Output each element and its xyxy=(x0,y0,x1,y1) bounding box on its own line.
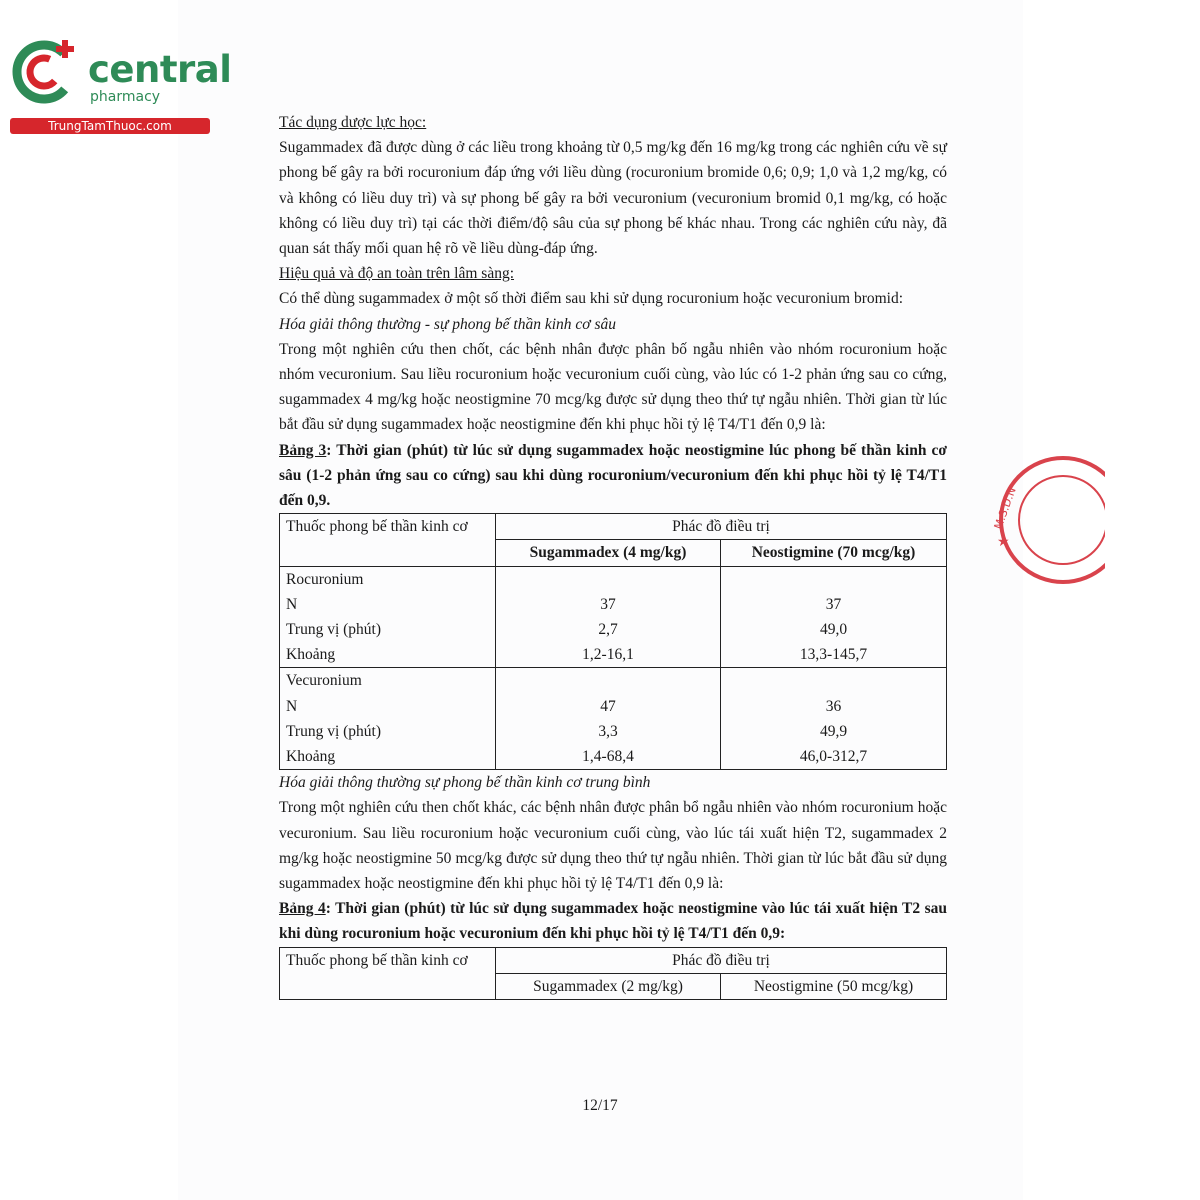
paragraph: Trong một nghiên cứu then chốt, các bệnh nhân được phân bố ngẫu nhiên vào nhóm rocuronium hoặc nhóm vecuronium. Sau liều rocuronium hoặc vecuronium cuối cùng, vào lúc có 1-2 phản ứng sau co cứng, sugammadex 4 mg/kg hoặc neostigmine 70 mcg/kg được sử dụng theo thứ tự ngẫu nhiên. Thời gian từ lúc bắt đầu sử dụng sugammadex hoặc neostigmine đến khi phục hồi tỷ lệ T4/T1 đến 0,9 là: xyxy=(279,340,947,434)
row-label: Trung vị (phút) xyxy=(286,722,382,740)
row-label: Khoảng xyxy=(286,646,336,664)
table4-caption xyxy=(279,896,947,946)
cell-value: 49,0 xyxy=(819,621,848,639)
table3-header-neostigmine: Neostigmine (70 mcg/kg) xyxy=(721,540,947,566)
table3-neostigmine-rocuronium xyxy=(721,566,947,668)
row-label: N xyxy=(286,595,298,613)
document-body xyxy=(279,110,947,1000)
cell-value: 3,3 xyxy=(598,722,618,740)
cell-value: 13,3-145,7 xyxy=(799,646,868,664)
section-heading-efficacy: Hiệu quả và độ an toàn trên lâm sàng: xyxy=(279,265,515,283)
table3-header-sugammadex: Sugammadex (4 mg/kg) xyxy=(496,540,721,566)
table3-labels-vecuronium xyxy=(280,668,496,770)
table4-header-drug: Thuốc phong bế thần kinh cơ xyxy=(280,947,496,999)
brand-subtitle: pharmacy xyxy=(90,89,161,105)
subsection-heading-moderate-block: Hóa giải thông thường sự phong bế thần kinh cơ trung bình xyxy=(279,774,651,792)
cell-value: 47 xyxy=(600,697,616,715)
cell-value: 1,2-16,1 xyxy=(582,646,634,664)
cell-value: 37 xyxy=(600,595,616,613)
table4-header-sugammadex: Sugammadex (2 mg/kg) xyxy=(496,973,721,999)
paragraph: Sugammadex đã được dùng ở các liều trong khoảng từ 0,5 mg/kg đến 16 mg/kg trong các nghiên cứu về sự phong bế gây ra bởi rocuronium đáp ứng với liều dùng (rocuronium bromide 0,6; 0,9; 1,0 và 1,2 mg/kg, có và không có liều duy trì) và sự phong bế gây ra bởi vecuronium (vecuronium bromid 0,1 mg/kg, có hoặc không có liều duy trì) tại các thời điểm/độ sâu của sự phong bế khác nhau. Trong các nghiên cứu này, đã quan sát thấy mối quan hệ rõ về liều dùng-đáp ứng. xyxy=(279,139,947,258)
row-label: N xyxy=(286,697,298,715)
table3-caption xyxy=(279,438,947,514)
table3-neostigmine-vecuronium xyxy=(721,668,947,770)
table-3 xyxy=(279,513,947,770)
site-url-ribbon: TrungTamThuoc.com xyxy=(10,118,210,134)
table3-block-vecuronium xyxy=(280,668,947,770)
table3-sugammadex-rocuronium xyxy=(496,566,721,668)
table3-sugammadex-vecuronium xyxy=(496,668,721,770)
cell-value: 1,4-68,4 xyxy=(582,747,634,765)
page-number: 12/17 xyxy=(582,1097,618,1114)
red-seal-stamp xyxy=(985,450,1105,590)
table3-caption-text: : Thời gian (phút) từ lúc sử dụng sugammadex hoặc neostigmine lúc phong bế thần kinh cơ sâu (1-2 phản ứng sau co cứng) sau khi dùng rocuronium/vecuronium đến khi phục hồi tỷ lệ T4/T1 đến 0,9. xyxy=(279,441,947,510)
table4-header-neostigmine: Neostigmine (50 mcg/kg) xyxy=(721,973,947,999)
cell-value: 49,9 xyxy=(819,722,848,740)
table4-header-group: Phác đồ điều trị xyxy=(496,947,947,973)
pharmacy-cross-icon xyxy=(10,36,90,116)
cell-value: 36 xyxy=(825,697,842,715)
row-label: Khoảng xyxy=(286,747,336,765)
stamp-star-icon: ★ xyxy=(997,534,1010,550)
table3-labels-rocuronium xyxy=(280,566,496,668)
cell-value: 2,7 xyxy=(598,621,618,639)
cell-value: 37 xyxy=(825,595,842,613)
stamp-text: M.S.D.N xyxy=(991,485,1019,532)
drug-name: Rocuronium xyxy=(286,570,364,588)
table4-label: Bảng 4 xyxy=(279,900,326,918)
section-heading-pharmacodynamics: Tác dụng dược lực học: xyxy=(279,114,427,131)
row-label: Trung vị (phút) xyxy=(286,621,382,639)
cell-value: 46,0-312,7 xyxy=(799,747,868,765)
paragraph: Có thể dùng sugammadex ở một số thời điểm sau khi sử dụng rocuronium hoặc vecuronium bromid: xyxy=(279,290,904,308)
table3-block-rocuronium xyxy=(280,566,947,668)
brand-name: central xyxy=(88,48,232,91)
table3-header-drug: Thuốc phong bế thần kinh cơ xyxy=(280,514,496,566)
drug-name: Vecuronium xyxy=(286,672,362,690)
table4-caption-text: : Thời gian (phút) từ lúc sử dụng sugammadex hoặc neostigmine vào lúc tái xuất hiện T2 sau khi dùng rocuronium hoặc vecuronium đến khi phục hồi tỷ lệ T4/T1 đến 0,9: xyxy=(279,900,947,943)
subsection-heading-deep-block: Hóa giải thông thường - sự phong bế thần kinh cơ sâu xyxy=(279,315,616,333)
table3-label: Bảng 3 xyxy=(279,441,327,459)
table-4 xyxy=(279,947,947,1000)
table3-header-group: Phác đồ điều trị xyxy=(496,514,947,540)
paragraph: Trong một nghiên cứu then chốt khác, các bệnh nhân được phân bổ ngẫu nhiên vào nhóm rocuronium hoặc vecuronium. Sau liều rocuronium hoặc vecuronium cuối cùng, vào lúc tái xuất hiện T2, sugammadex 2 mg/kg hoặc neostigmine 50 mcg/kg được sử dụng theo thứ tự ngẫu nhiên. Thời gian từ lúc bắt đầu sử dụng sugammadex hoặc neostigmine đến khi phục hồi tỷ lệ T4/T1 đến 0,9 là: xyxy=(279,799,947,892)
